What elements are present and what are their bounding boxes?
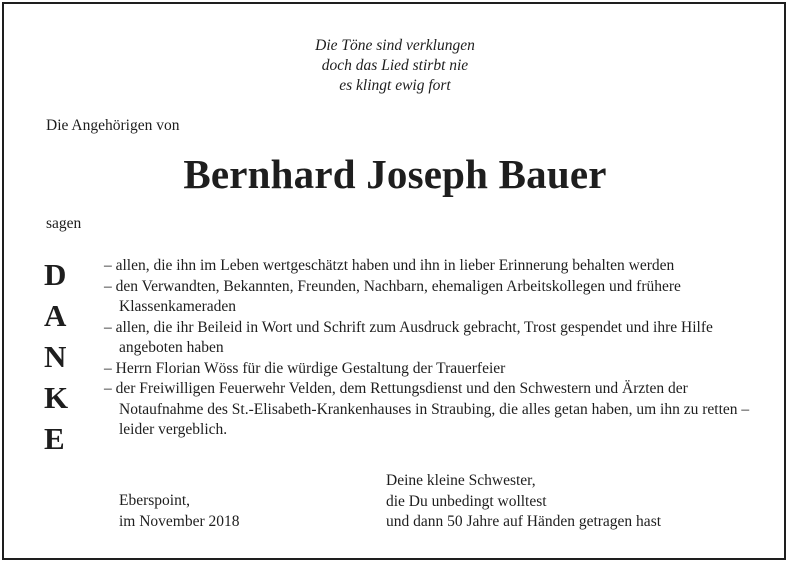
motto-verse <box>0 36 790 96</box>
sister-line: Deine kleine Schwester, <box>386 472 536 489</box>
place-month: im November 2018 <box>119 512 240 530</box>
thanks-item: – Herrn Florian Wöss für die würdige Gestaltung der Trauerfeier <box>104 359 506 377</box>
thanks-item: – allen, die ihn im Leben wertgeschätzt haben und ihn in lieber Erinnerung behalten werden <box>104 257 675 274</box>
sister-signature <box>386 471 661 533</box>
danke-letter: N <box>44 339 67 374</box>
motto-line: doch das Lied stirbt nie <box>321 57 469 74</box>
danke-letter: D <box>44 257 67 292</box>
motto-line: Die Töne sind verklungen <box>315 37 475 54</box>
sister-line: die Du unbedingt wolltest <box>386 492 547 510</box>
thanks-item: – der Freiwilligen Feuerwehr Velden, dem Rettungsdienst und den Schwestern und Ärzten der Notaufnahme des St.-Elisabeth-Krankenhauses in Straubing, die alles getan haben, um ihn zu retten – leider vergeblich. <box>104 380 750 438</box>
sister-line: und dann 50 Jahre auf Händen getragen hast <box>386 513 662 530</box>
place-location: Eberspoint, <box>119 492 191 509</box>
relatives-intro: Die Angehörigen von <box>46 117 180 134</box>
danke-vertical <box>44 254 80 459</box>
deceased-name: Bernhard Joseph Bauer <box>183 151 607 197</box>
motto-line: es klingt ewig fort <box>339 77 451 94</box>
danke-letter: A <box>44 298 67 333</box>
thanks-list <box>104 256 754 441</box>
danke-letter: E <box>44 421 65 456</box>
thanks-item: – den Verwandten, Bekannten, Freunden, Nachbarn, ehemaligen Arbeitskollegen und frühere Klassenkameraden <box>104 277 681 315</box>
danke-letter: K <box>44 380 69 415</box>
say-word: sagen <box>46 215 82 232</box>
thanks-item: – allen, die ihr Beileid in Wort und Schrift zum Ausdruck gebracht, Trost gespendet und ihre Hilfe angeboten haben <box>104 318 713 356</box>
place-date <box>119 491 240 532</box>
